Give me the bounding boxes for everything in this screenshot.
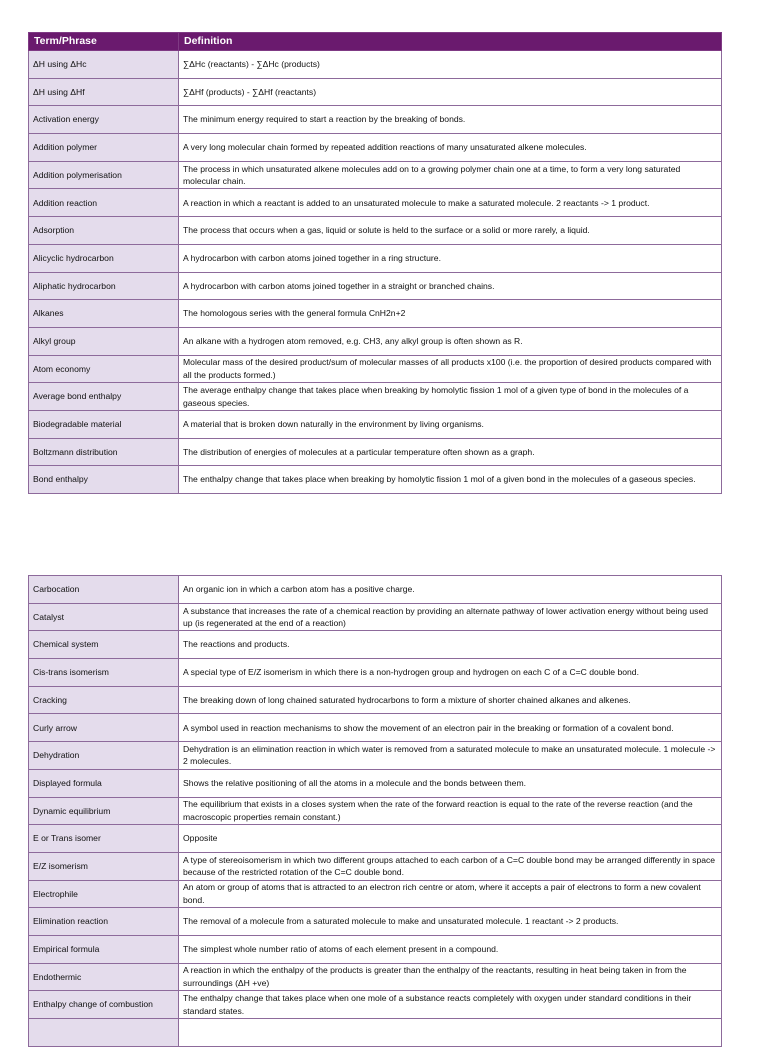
definition-cell: The removal of a molecule from a saturated molecule to make and unsaturated molecule. 1 reactant -> 2 products. <box>179 908 722 936</box>
table-row <box>29 78 722 106</box>
term-column-header: Term/Phrase <box>29 33 179 51</box>
definition-cell: A reaction in which a reactant is added to an unsaturated molecule to make a saturated molecule. 2 reactants -> 1 product. <box>179 189 722 217</box>
term-cell: Dynamic equilibrium <box>29 797 179 825</box>
term-cell: Atom economy <box>29 355 179 383</box>
term-cell: Dehydration <box>29 742 179 770</box>
glossary-table-1 <box>28 32 722 494</box>
header-row <box>29 33 722 51</box>
definition-cell: A very long molecular chain formed by repeated addition reactions of many unsaturated alkene molecules. <box>179 134 722 162</box>
term-cell: Electrophile <box>29 880 179 908</box>
definition-cell: A symbol used in reaction mechanisms to show the movement of an electron pair in the breaking or formation of a covalent bond. <box>179 714 722 742</box>
table-row <box>29 935 722 963</box>
table-row <box>29 217 722 245</box>
term-cell: Elimination reaction <box>29 908 179 936</box>
term-cell: Catalyst <box>29 603 179 631</box>
term-cell: ΔH using ΔHc <box>29 51 179 79</box>
table-row <box>29 742 722 770</box>
term-cell: Carbocation <box>29 576 179 604</box>
table-row <box>29 410 722 438</box>
term-cell: Endothermic <box>29 963 179 991</box>
term-cell: Addition reaction <box>29 189 179 217</box>
definition-column-header: Definition <box>179 33 722 51</box>
definition-cell: ∑ΔHf (products) - ∑ΔHf (reactants) <box>179 78 722 106</box>
table-row <box>29 714 722 742</box>
table-row <box>29 244 722 272</box>
definition-cell: Shows the relative positioning of all the atoms in a molecule and the bonds between them. <box>179 769 722 797</box>
table-row <box>29 659 722 687</box>
definition-cell: The enthalpy change that takes place when breaking by homolytic fission 1 mol of a given bond in the molecules of a gaseous species. <box>179 466 722 494</box>
definition-cell: A hydrocarbon with carbon atoms joined together in a straight or branched chains. <box>179 272 722 300</box>
definition-cell: The process that occurs when a gas, liquid or solute is held to the surface or a solid or more rarely, a liquid. <box>179 217 722 245</box>
definition-cell: A type of stereoisomerism in which two different groups attached to each carbon of a C=C double bond may be arranged differently in space because of the restricted rotation of the C=C double bond. <box>179 852 722 880</box>
table-row <box>29 272 722 300</box>
term-cell: Curly arrow <box>29 714 179 742</box>
table-row <box>29 686 722 714</box>
term-cell: E/Z isomerism <box>29 852 179 880</box>
definition-cell: Molecular mass of the desired product/sum of molecular masses of all products x100 (i.e. the proportion of desired products compared with all the products formed.) <box>179 355 722 383</box>
definition-cell: An atom or group of atoms that is attracted to an electron rich centre or atom, where it accepts a pair of electrons to form a new covalent bond. <box>179 880 722 908</box>
term-cell: Bond enthalpy <box>29 466 179 494</box>
term-cell: Addition polymer <box>29 134 179 162</box>
table-row <box>29 963 722 991</box>
definition-cell: The simplest whole number ratio of atoms of each element present in a compound. <box>179 935 722 963</box>
term-cell: Addition polymerisation <box>29 161 179 189</box>
term-cell: Boltzmann distribution <box>29 438 179 466</box>
definition-cell: ∑ΔHc (reactants) - ∑ΔHc (products) <box>179 51 722 79</box>
definition-cell: The enthalpy change that takes place when one mole of a substance reacts completely with oxygen under standard conditions in their standard states. <box>179 991 722 1019</box>
table-row <box>29 355 722 383</box>
term-cell: Enthalpy change of combustion <box>29 991 179 1019</box>
table-row <box>29 991 722 1019</box>
definition-cell: A reaction in which the enthalpy of the products is greater than the enthalpy of the reactants, resulting in heat being taken in from the surroundings (ΔH +ve) <box>179 963 722 991</box>
table-row <box>29 769 722 797</box>
definition-cell: The process in which unsaturated alkene molecules add on to a growing polymer chain one at a time, to form a very long saturated molecular chain. <box>179 161 722 189</box>
term-cell: Alkanes <box>29 300 179 328</box>
term-cell <box>29 1019 179 1047</box>
table-row <box>29 466 722 494</box>
definition-cell: An alkane with a hydrogen atom removed, e.g. CH3, any alkyl group is often shown as R. <box>179 327 722 355</box>
definition-cell: The average enthalpy change that takes place when breaking by homolytic fission 1 mol of a given type of bond in the molecules of a gaseous species. <box>179 383 722 411</box>
definition-cell: An organic ion in which a carbon atom has a positive charge. <box>179 576 722 604</box>
table-row <box>29 852 722 880</box>
term-cell: E or Trans isomer <box>29 825 179 853</box>
table-row <box>29 327 722 355</box>
term-cell: Alicyclic hydrocarbon <box>29 244 179 272</box>
table-row <box>29 908 722 936</box>
table-body <box>29 576 722 1047</box>
table-row <box>29 576 722 604</box>
term-cell: Cis-trans isomerism <box>29 659 179 687</box>
table-row <box>29 1019 722 1047</box>
glossary-table-2 <box>28 575 722 1047</box>
table-header <box>29 33 722 51</box>
definition-cell: A hydrocarbon with carbon atoms joined together in a ring structure. <box>179 244 722 272</box>
definition-cell: The reactions and products. <box>179 631 722 659</box>
table-row <box>29 631 722 659</box>
term-cell: Aliphatic hydrocarbon <box>29 272 179 300</box>
table-row <box>29 134 722 162</box>
definition-cell: A special type of E/Z isomerism in which there is a non-hydrogen group and hydrogen on each C of a C=C double bond. <box>179 659 722 687</box>
table-row <box>29 106 722 134</box>
definition-cell: The minimum energy required to start a reaction by the breaking of bonds. <box>179 106 722 134</box>
table-row <box>29 797 722 825</box>
definition-cell: The homologous series with the general formula CnH2n+2 <box>179 300 722 328</box>
definition-cell <box>179 1019 722 1047</box>
table-row <box>29 383 722 411</box>
definition-cell: The breaking down of long chained saturated hydrocarbons to form a mixture of shorter chained alkanes and alkenes. <box>179 686 722 714</box>
term-cell: Cracking <box>29 686 179 714</box>
table-row <box>29 438 722 466</box>
table-body <box>29 51 722 494</box>
definition-cell: The distribution of energies of molecules at a particular temperature often shown as a graph. <box>179 438 722 466</box>
term-cell: Biodegradable material <box>29 410 179 438</box>
table-row <box>29 825 722 853</box>
definition-cell: Opposite <box>179 825 722 853</box>
term-cell: Empirical formula <box>29 935 179 963</box>
definition-cell: A material that is broken down naturally in the environment by living organisms. <box>179 410 722 438</box>
table-row <box>29 51 722 79</box>
table-row <box>29 603 722 631</box>
term-cell: Adsorption <box>29 217 179 245</box>
definition-cell: Dehydration is an elimination reaction in which water is removed from a saturated molecule to make an unsaturated molecule. 1 molecule -> 2 molecules. <box>179 742 722 770</box>
table-row <box>29 300 722 328</box>
term-cell: Chemical system <box>29 631 179 659</box>
term-cell: Average bond enthalpy <box>29 383 179 411</box>
table-row <box>29 189 722 217</box>
table-row <box>29 161 722 189</box>
term-cell: ΔH using ΔHf <box>29 78 179 106</box>
term-cell: Activation energy <box>29 106 179 134</box>
table-row <box>29 880 722 908</box>
term-cell: Alkyl group <box>29 327 179 355</box>
definition-cell: The equilibrium that exists in a closes system when the rate of the forward reaction is equal to the rate of the reverse reaction (and the macroscopic properties remain constant.) <box>179 797 722 825</box>
term-cell: Displayed formula <box>29 769 179 797</box>
definition-cell: A substance that increases the rate of a chemical reaction by providing an alternate pathway of lower activation energy without being used up (is regenerated at the end of a reaction) <box>179 603 722 631</box>
